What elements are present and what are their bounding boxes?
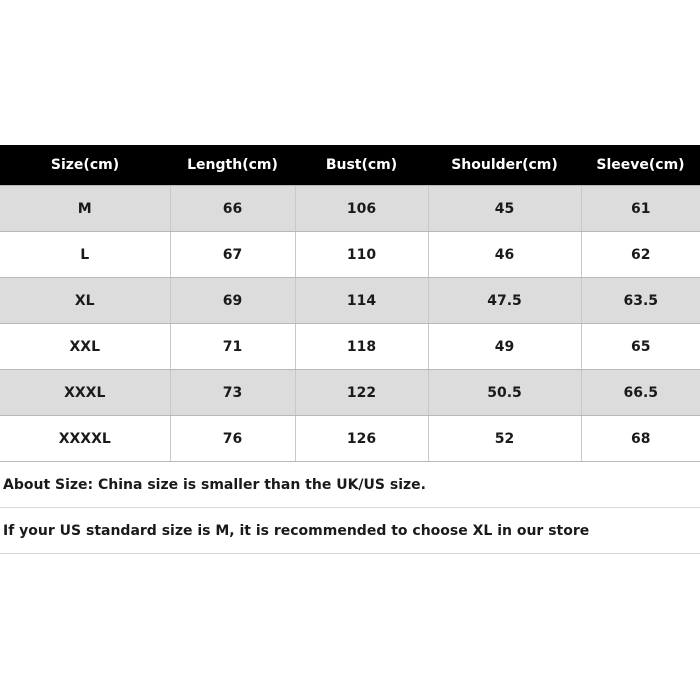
- table-row: [0, 370, 700, 416]
- cell-sleeve: 62: [581, 232, 700, 278]
- about-size-note: About Size: China size is smaller than the UK/US size.: [0, 463, 700, 508]
- table-row: [0, 324, 700, 370]
- size-recommendation-note: If your US standard size is M, it is recommended to choose XL in our store: [0, 509, 700, 554]
- cell-shoulder: 52: [428, 416, 581, 462]
- size-chart-table: [0, 145, 700, 462]
- header-bust: Bust(cm): [295, 145, 428, 186]
- table-row: [0, 416, 700, 462]
- cell-sleeve: 63.5: [581, 278, 700, 324]
- table-row: [0, 278, 700, 324]
- cell-size: XXXXL: [0, 416, 170, 462]
- cell-sleeve: 65: [581, 324, 700, 370]
- cell-bust: 118: [295, 324, 428, 370]
- cell-length: 67: [170, 232, 295, 278]
- cell-shoulder: 50.5: [428, 370, 581, 416]
- cell-size: M: [0, 186, 170, 232]
- header-length: Length(cm): [170, 145, 295, 186]
- cell-size: XXL: [0, 324, 170, 370]
- cell-shoulder: 47.5: [428, 278, 581, 324]
- cell-sleeve: 68: [581, 416, 700, 462]
- cell-bust: 114: [295, 278, 428, 324]
- cell-shoulder: 49: [428, 324, 581, 370]
- cell-length: 66: [170, 186, 295, 232]
- header-row: [0, 145, 700, 186]
- cell-length: 73: [170, 370, 295, 416]
- header-size: Size(cm): [0, 145, 170, 186]
- cell-shoulder: 46: [428, 232, 581, 278]
- table-row: [0, 186, 700, 232]
- cell-size: XL: [0, 278, 170, 324]
- table-row: [0, 232, 700, 278]
- header-sleeve: Sleeve(cm): [581, 145, 700, 186]
- cell-bust: 122: [295, 370, 428, 416]
- cell-bust: 110: [295, 232, 428, 278]
- cell-length: 69: [170, 278, 295, 324]
- cell-sleeve: 61: [581, 186, 700, 232]
- cell-length: 76: [170, 416, 295, 462]
- cell-bust: 126: [295, 416, 428, 462]
- cell-length: 71: [170, 324, 295, 370]
- cell-size: L: [0, 232, 170, 278]
- header-shoulder: Shoulder(cm): [428, 145, 581, 186]
- cell-size: XXXL: [0, 370, 170, 416]
- cell-shoulder: 45: [428, 186, 581, 232]
- cell-bust: 106: [295, 186, 428, 232]
- cell-sleeve: 66.5: [581, 370, 700, 416]
